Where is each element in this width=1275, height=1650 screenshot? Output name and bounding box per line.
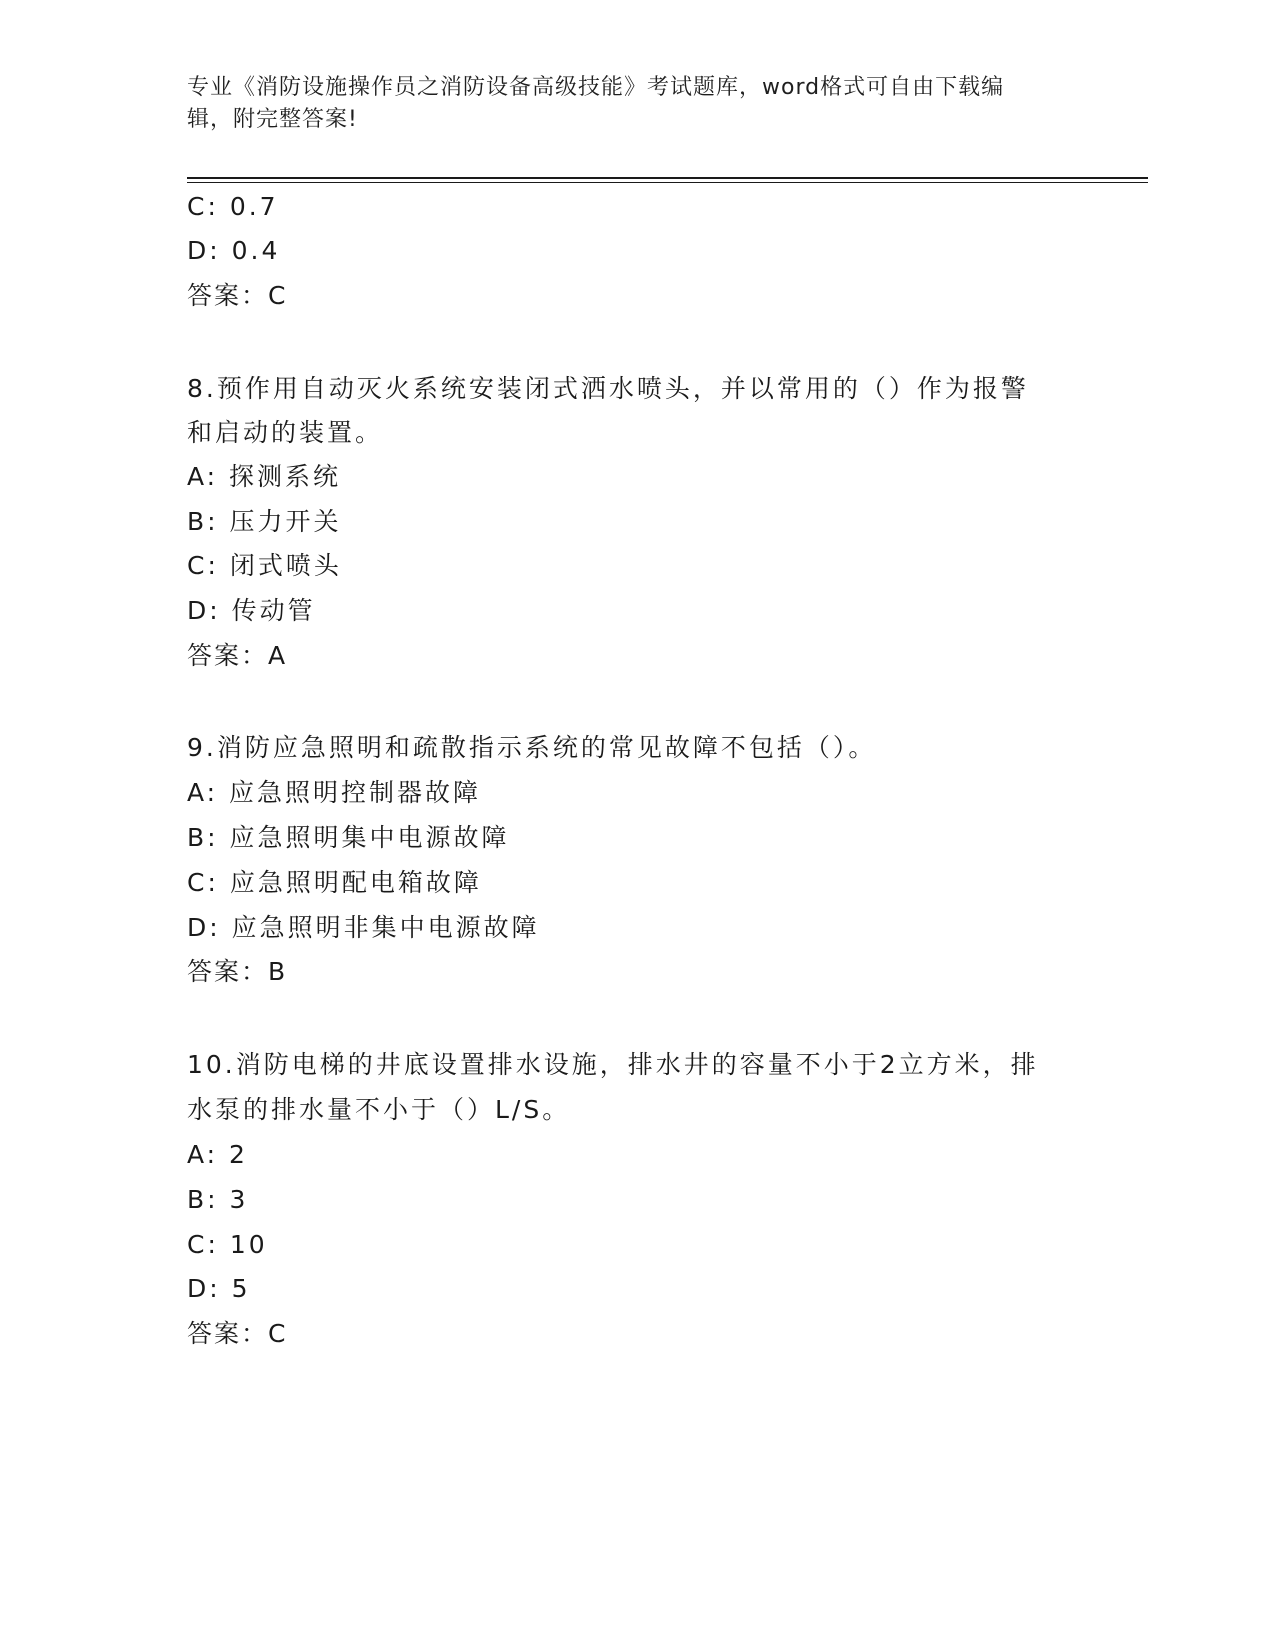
question-stem: 水泵的排水量不小于（）L/S。 [187, 1095, 571, 1124]
question-stem: 和启动的装置。 [187, 418, 384, 447]
header-rule-thin [187, 182, 1148, 183]
question-stem: 8.预作用自动灭火系统安装闭式洒水喷头，并以常用的（）作为报警 [187, 374, 1029, 403]
header-rule-thick [187, 177, 1148, 179]
option-c: C: 闭式喷头 [187, 551, 342, 580]
option-b: B: 应急照明集中电源故障 [187, 823, 510, 852]
option-d: D: 0.4 [187, 236, 281, 265]
answer-line: 答案：C [187, 1319, 288, 1348]
answer-line: 答案：C [187, 281, 288, 310]
option-b: B: 3 [187, 1185, 249, 1214]
option-c: C: 应急照明配电箱故障 [187, 868, 482, 897]
option-a: A: 应急照明控制器故障 [187, 778, 482, 807]
answer-line: 答案：A [187, 641, 288, 670]
question-stem: 9.消防应急照明和疏散指示系统的常见故障不包括（）。 [187, 733, 877, 762]
option-c: C: 10 [187, 1230, 268, 1259]
header-line-2: 辑，附完整答案! [187, 107, 358, 132]
question-stem: 10.消防电梯的井底设置排水设施，排水井的容量不小于2立方米，排 [187, 1050, 1039, 1079]
option-d: D: 应急照明非集中电源故障 [187, 913, 540, 942]
option-b: B: 压力开关 [187, 507, 342, 536]
option-d: D: 传动管 [187, 596, 316, 625]
page-header [187, 72, 1087, 136]
answer-line: 答案：B [187, 957, 288, 986]
option-a: A: 2 [187, 1140, 248, 1169]
option-d: D: 5 [187, 1274, 251, 1303]
option-c: C: 0.7 [187, 192, 279, 221]
header-line-1: 专业《消防设施操作员之消防设备高级技能》考试题库，word格式可自由下载编 [187, 75, 1005, 100]
option-a: A: 探测系统 [187, 462, 342, 491]
